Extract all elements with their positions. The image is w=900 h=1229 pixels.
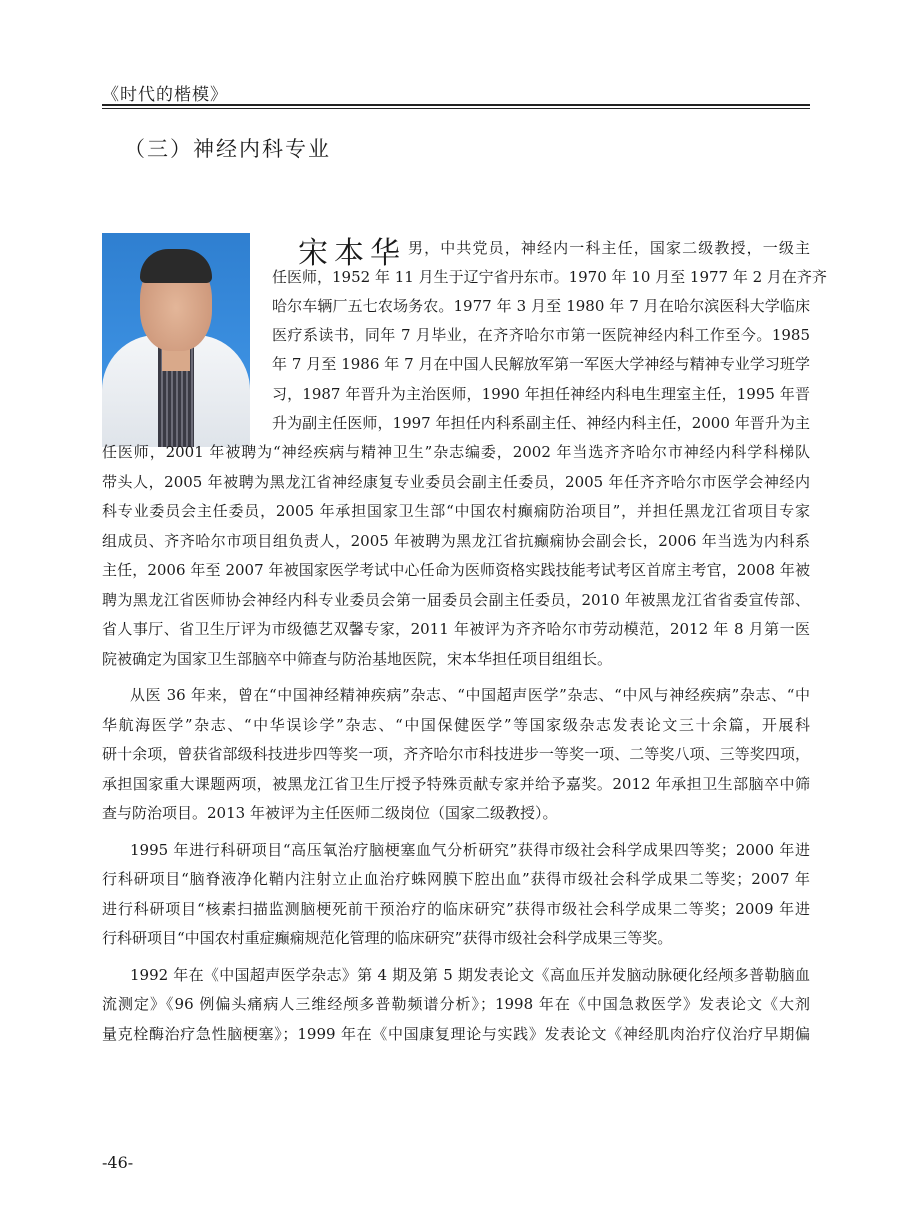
paragraph-line: 流测定》《96 例偏头痛病人三维经颅多普勒频谱分析》；1998 年在《中国急救医学》发表论文《大剂 — [102, 995, 810, 1013]
paragraph-line: 查与防治项目。2013 年被评为主任医师二级岗位（国家二级教授）。 — [102, 804, 558, 822]
paragraph-line: 行科研项目“脑脊液净化鞘内注射立止血治疗蛛网膜下腔出血”获得市级社会科学成果二等奖；2007 年 — [102, 870, 810, 888]
paragraph-line: 行科研项目“中国农村重症癫痫规范化管理的临床研究”获得市级社会科学成果三等奖。 — [102, 929, 673, 947]
paragraph-line: 1992 年在《中国超声医学杂志》第 4 期及第 5 期发表论文《高血压并发脑动脉硬化经颅多普勒脑血 — [130, 966, 810, 984]
profile-line: 院被确定为国家卫生部脑卒中筛查与防治基地医院，宋本华担任项目组组长。 — [102, 650, 613, 668]
portrait-hair — [140, 249, 212, 283]
person-name: 宋本华 — [298, 236, 406, 271]
paragraph-line: 从医 36 年来，曾在“中国神经精神疾病”杂志、“中国超声医学”杂志、“中风与神经疾病”杂志、“中 — [130, 686, 810, 704]
page-number: -46- — [102, 1153, 134, 1172]
profile-line: 习，1987 年晋升为主治医师，1990 年担任神经内科电生理室主任，1995 年晋 — [272, 385, 810, 403]
book-title: 《时代的楷模》 — [102, 85, 228, 105]
paragraph-line: 研十余项，曾获省部级科技进步四等奖一项，齐齐哈尔市科技进步一等奖一项、二等奖八项、三等奖四项， — [102, 745, 810, 763]
paragraph-line: 进行科研项目“核素扫描监测脑梗死前干预治疗的临床研究”获得市级社会科学成果二等奖；2009 年进 — [102, 900, 810, 918]
paragraph-line: 承担国家重大课题两项，被黑龙江省卫生厅授予特殊贡献专家并给予嘉奖。2012 年承担卫生部脑卒中筛 — [102, 775, 810, 793]
profile-line: 任医师，1952 年 11 月生于辽宁省丹东市。1970 年 10 月至 1977 年 2 月在齐齐 — [272, 268, 827, 286]
profile-line: 医疗系读书，同年 7 月毕业，在齐齐哈尔市第一医院神经内科工作至今。1985 — [272, 326, 810, 344]
header-rule — [102, 104, 810, 109]
portrait-photo — [102, 233, 250, 447]
profile-line: 男，中共党员，神经内一科主任，国家二级教授，一级主 — [408, 239, 810, 257]
profile-line: 升为副主任医师，1997 年担任内科系副主任、神经内科主任，2000 年晋升为主 — [272, 414, 810, 432]
profile-line: 任医师，2001 年被聘为“神经疾病与精神卫生”杂志编委，2002 年当选齐齐哈尔市神经内科学科梯队 — [102, 443, 810, 461]
paragraph-line: 1995 年进行科研项目“高压氧治疗脑梗塞血气分析研究”获得市级社会科学成果四等奖；2000 年进 — [130, 841, 810, 859]
profile-line: 组成员、齐齐哈尔市项目组负责人，2005 年被聘为黑龙江省抗癫痫协会副会长，2006 年当选为内科系 — [102, 532, 810, 550]
profile-line: 科专业委员会主任委员，2005 年承担国家卫生部“中国农村癫痫防治项目”，并担任黑龙江省项目专家 — [102, 502, 810, 520]
paragraph-line: 量克栓酶治疗急性脑梗塞》；1999 年在《中国康复理论与实践》发表论文《神经肌肉治疗仪治疗早期偏 — [102, 1025, 810, 1043]
profile-line: 年 7 月至 1986 年 7 月在中国人民解放军第一军医大学神经与精神专业学习班学 — [272, 355, 810, 373]
profile-line: 聘为黑龙江省医师协会神经内科专业委员会第一届委员会副主任委员，2010 年被黑龙江省省委宣传部、 — [102, 591, 810, 609]
profile-line: 哈尔车辆厂五七农场务农。1977 年 3 月至 1980 年 7 月在哈尔滨医科大学临床 — [272, 297, 810, 315]
section-heading: （三）神经内科专业 — [124, 137, 331, 161]
paragraph-line: 华航海医学”杂志、“中华误诊学”杂志、“中国保健医学”等国家级杂志发表论文三十余篇，开展科 — [102, 716, 810, 734]
profile-line: 带头人，2005 年被聘为黑龙江省神经康复专业委员会副主任委员，2005 年任齐齐哈尔市医学会神经内 — [102, 473, 810, 491]
profile-line: 省人事厅、省卫生厅评为市级德艺双馨专家，2011 年被评为齐齐哈尔市劳动模范，2012 年 8 月第一医 — [102, 620, 810, 638]
profile-line: 主任，2006 年至 2007 年被国家医学考试中心任命为医师资格实践技能考试考区首席主考官，2008 年被 — [102, 561, 810, 579]
